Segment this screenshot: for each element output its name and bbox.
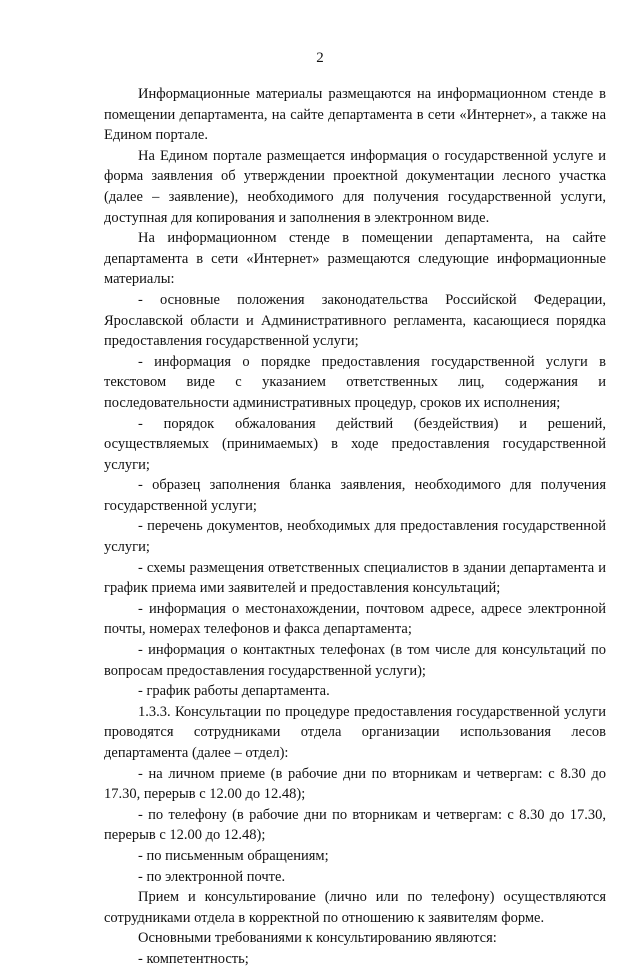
page-number: 2 bbox=[316, 50, 324, 66]
list-item-email: - по электронной почте. bbox=[138, 868, 286, 885]
list-item-location-info: - информация о местонахождении, почтовом адресе, адресе электронной почты, номерах телефонов и факса департамента; bbox=[104, 600, 606, 638]
paragraph-info-materials: Информационные материалы размещаются на информационном стенде в помещении департамента, на сайте департамента в сети «Интернет», а также на Едином портале. bbox=[104, 86, 606, 144]
list-item-procedure-info: - информация о порядке предоставления государственной услуги в текстовом виде с указанием ответственных лиц, содержания и последовательности административных процедур, сроков их исполнения; bbox=[104, 353, 606, 411]
list-item-documents-list: - перечень документов, необходимых для предоставления государственной услуги; bbox=[104, 518, 606, 556]
document-body bbox=[104, 84, 606, 970]
list-item-written-requests: - по письменным обращениям; bbox=[138, 847, 329, 864]
paragraph-consultations: 1.3.3. Консультации по процедуре предоставления государственной услуги проводятся сотрудниками отдела организации использования лесов департамента (далее – отдел): bbox=[104, 703, 606, 761]
list-item-staff-layout: - схемы размещения ответственных специалистов в здании департамента и график приема ими заявителей и предоставления консультаций; bbox=[104, 559, 606, 597]
paragraph-reception-manner: Прием и консультирование (лично или по телефону) осуществляются сотрудниками отдела в корректной по отношению к заявителям форме. bbox=[104, 889, 606, 926]
list-item-form-sample: - образец заполнения бланка заявления, необходимого для получения государственной услуги; bbox=[104, 477, 606, 514]
paragraph-requirements: Основными требованиями к консультированию являются: bbox=[138, 930, 497, 947]
list-item-legislation: - основные положения законодательства Российской Федерации, Ярославской области и Административного регламента, касающиеся порядка предоставления государственной услуги; bbox=[104, 291, 606, 350]
list-item-competence: - компетентность; bbox=[138, 950, 249, 967]
list-item-by-phone: - по телефону (в рабочие дни по вторникам и четвергам: с 8.30 до 17.30, перерыв с 12.00 до 12.48); bbox=[104, 806, 606, 844]
list-item-personal-reception: - на личном приеме (в рабочие дни по вторникам и четвергам: с 8.30 до 17.30, перерыв с 12.00 до 12.48); bbox=[104, 765, 606, 803]
paragraph-info-stand: На информационном стенде в помещении департамента, на сайте департамента в сети «Интернет» размещаются следующие информационные материалы: bbox=[104, 230, 606, 288]
list-item-contact-phones: - информация о контактных телефонах (в том числе для консультаций по вопросам предоставления государственной услуги); bbox=[104, 642, 606, 679]
paragraph-unified-portal: На Едином портале размещается информация о государственной услуге и форма заявления об утверждении проектной документации лесного участка (далее – заявление), необходимого для получения государственной услуги, доступная для копирования и заполнения в электронном виде. bbox=[104, 147, 606, 226]
list-item-appeal-procedure: - порядок обжалования действий (бездействия) и решений, осуществляемых (принимаемых) в ходе предоставления государственной услуги; bbox=[104, 415, 606, 473]
list-item-work-schedule: - график работы департамента. bbox=[138, 683, 330, 700]
